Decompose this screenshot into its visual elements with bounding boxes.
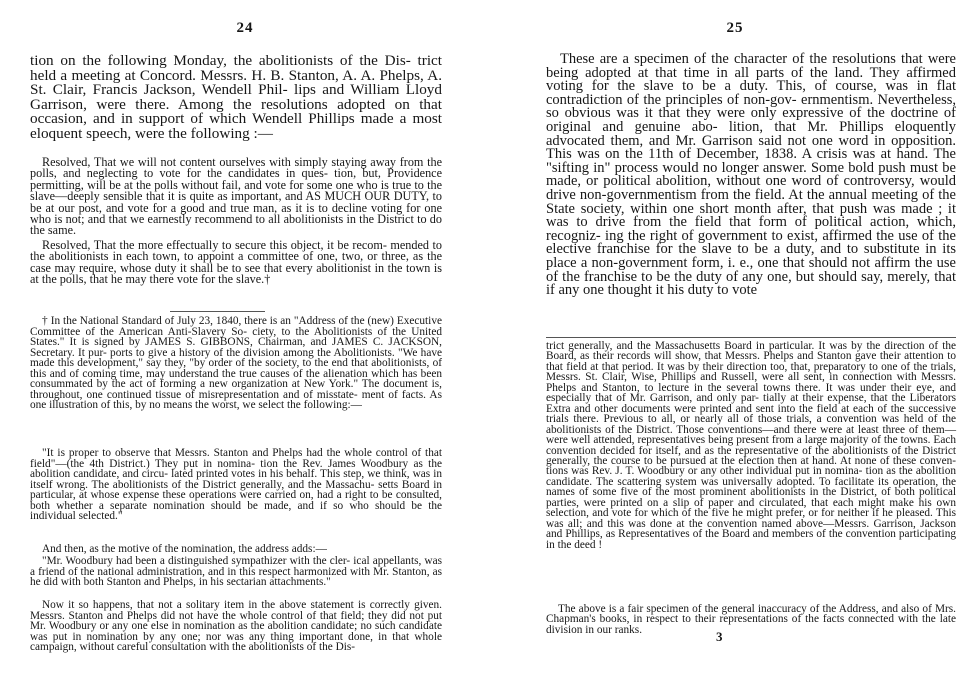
footnote-paragraph: trict generally, and the Massachusetts Board in particular. It was by the direction of the Board, as their records will show, that Messrs. Phelps and Stanton gave their attention to that field at that period. It was by their direction too, that, preparatory to one of the trials, Messrs. St. Clair, Wise, Phillips and Russell, were all sent, in connection with Messrs. Phelps and Stanton, to lecture in the several towns there. It was under their eye, and especially that of Mr. Garrison, and only par- tially at their expense, that the Liberators Extra and other documents were printed and sent into the field at each of the successive trials there. Previous to all, or nearly all of those trials, a convention was held of the abolitionists of the District. Those conventions—and there were at least three of them—were well attended, representatives being present from a large majority of the towns. Each convention decided for itself, and as the representative of the abolitionists of the District generally, the course to be pursued at the election then at hand. At none of these conven- tions was Rev. J. T. Woodbury or any other individual put in nomina- tion as the abolition candidate. The scattering system was universally adopted. To facilitate its operation, the names of some five of the most prominent abolitionists in the District, of both political parties, were printed on a slip of paper and circulated, that each might make his own selection, and vote for which of the five he might prefer, or for neither if he pleased. This was all; and this was done at the convention named above—Messrs. Garrison, Jackson and Phillips, as Representatives of the Board and members of the convention participating in the deed ! xyxy=(546,340,956,551)
signature-mark: 3 xyxy=(716,629,723,644)
body-paragraph: These are a specimen of the character of the resolutions that were being adopted at that time in all parts of the land. They affirmed voting for the slave to be a duty. This, of course, was in flat contradiction of the principles of non-gov- ernmentism. Nevertheless, so obvious was it that they were only expressive of the doctrine of original and genuine abo- lition, that Mr. Phillips eloquently advocated them, and Mr. Garrison said not one word in opposition. This was on the 11th of December, 1838. A crisis was at hand. The "sifting in" process would no longer answer. Some bold push must be made, or political abolition, without one word of controversy, would drive non-governmentism from the field. At the annual meeting of the State society, within one short month after, that push was made ; it was to drive from the field that form of political action, which, recogniz- ing the right of government to exist, affirmed the use of the elective franchise for the slave to be a duty, and to substitute in its place a non-government form, i. e., one that should not affirm the use of the franchise to be the duty of any one, but should say, merely, that if any one thought it his duty to vote xyxy=(546,51,956,299)
footnote-paragraph: And then, as the motive of the nomination, the address adds:— xyxy=(42,543,327,555)
footnote-paragraph: The above is a fair specimen of the general inaccuracy of the Address, and also of Mrs. Chapman's books, in respect to their representations of the facts connected with the late division in our ranks. xyxy=(546,603,956,636)
footnote-rule xyxy=(170,311,265,312)
page-number: 24 xyxy=(236,20,254,36)
page-number: 25 xyxy=(726,20,744,36)
footnote-paragraph: Now it so happens, that not a solitary item in the above statement is correctly given. Messrs. Stanton and Phelps did not have the whole control of that field; they did not put Mr. Woodbury or any one else in nomination as the abolition candidate; no such candidate was put in nomination by any one; nor was any thing important done, in that whole campaign, without careful consultation with the abolitionists of the Dis- xyxy=(30,599,442,654)
footnote-paragraph: "Mr. Woodbury had been a distinguished sympathizer with the cler- ical appellants, was a friend of the national administration, and in this respect harmonized with Mr. Stanton, as he did with both Stanton and Phelps, in his sectarian attachments." xyxy=(30,555,442,589)
resolution-paragraph: Resolved, That we will not content ourselves with simply staying away from the polls, and neglecting to vote for the candidates in ques- tion, but, Providence permitting, will be at the polls without fail, and vote for some one who is true to the slave—deeply sensible that it is quite as important, and AS MUCH OUR DUTY, to be at our post, and vote for a good and true man, as it is to decline voting for one who is not; and that we earnestly recommend to all abolitionists in the District to do the same. xyxy=(30,155,442,238)
footnote-rule xyxy=(546,337,956,338)
body-paragraph: tion on the following Monday, the abolitionists of the Dis- trict held a meeting at Concord. Messrs. H. B. Stanton, A. A. Phelps, A. St. Clair, Francis Jackson, Wendell Phil- lips and William Lloyd Garrison, were there. Among the resolutions adopted on that occasion, and in support of which Wendell Phillips made a most eloquent speech, were the following :— xyxy=(30,52,442,142)
footnote-paragraph: "It is proper to observe that Messrs. Stanton and Phelps had the whole control of that field"—(the 4th District.) They put in nomina- tion the Rev. James Woodbury as the abolition candidate, and circu- lated printed votes in his behalf. This step, we think, was in itself wrong. The abolitionists of the District generally, and the Massachu- setts Board in particular, at whose expense these operations were carried on, had a right to be consulted, both whether a separate nomination should be made, and if so who should be the individual selected." xyxy=(30,447,442,523)
resolution-paragraph: Resolved, That the more effectually to secure this object, it be recom- mended to the abolitionists in each town, to appoint a committee of one, two, or three, as the case may require, whose duty it shall be to see that every abolitionist in the town is at the polls, that he may there vote for the slave.† xyxy=(30,238,442,287)
right-page xyxy=(490,0,980,698)
footnote-paragraph: † In the National Standard of July 23, 1840, there is an "Address of the (new) Executive Committee of the American Anti-Slavery So- ciety, to the Abolitionists of the United States." It is signed by JAMES S. GIBBONS, Chairman, and JAMES C. JACKSON, Secretary. It pur- ports to give a history of the division among the Abolitionists. "We have made this development," say they, "by order of the society, to the end that abolitionists, of this and of coming time, may understand the true causes of the alienation which has been consummated by the act of forming a new organization at New York." The document is, throughout, one continued tissue of misrepresentation and of misstate- ment of facts. As one illustration of this, by no means the worst, we select the following:— xyxy=(30,315,442,412)
